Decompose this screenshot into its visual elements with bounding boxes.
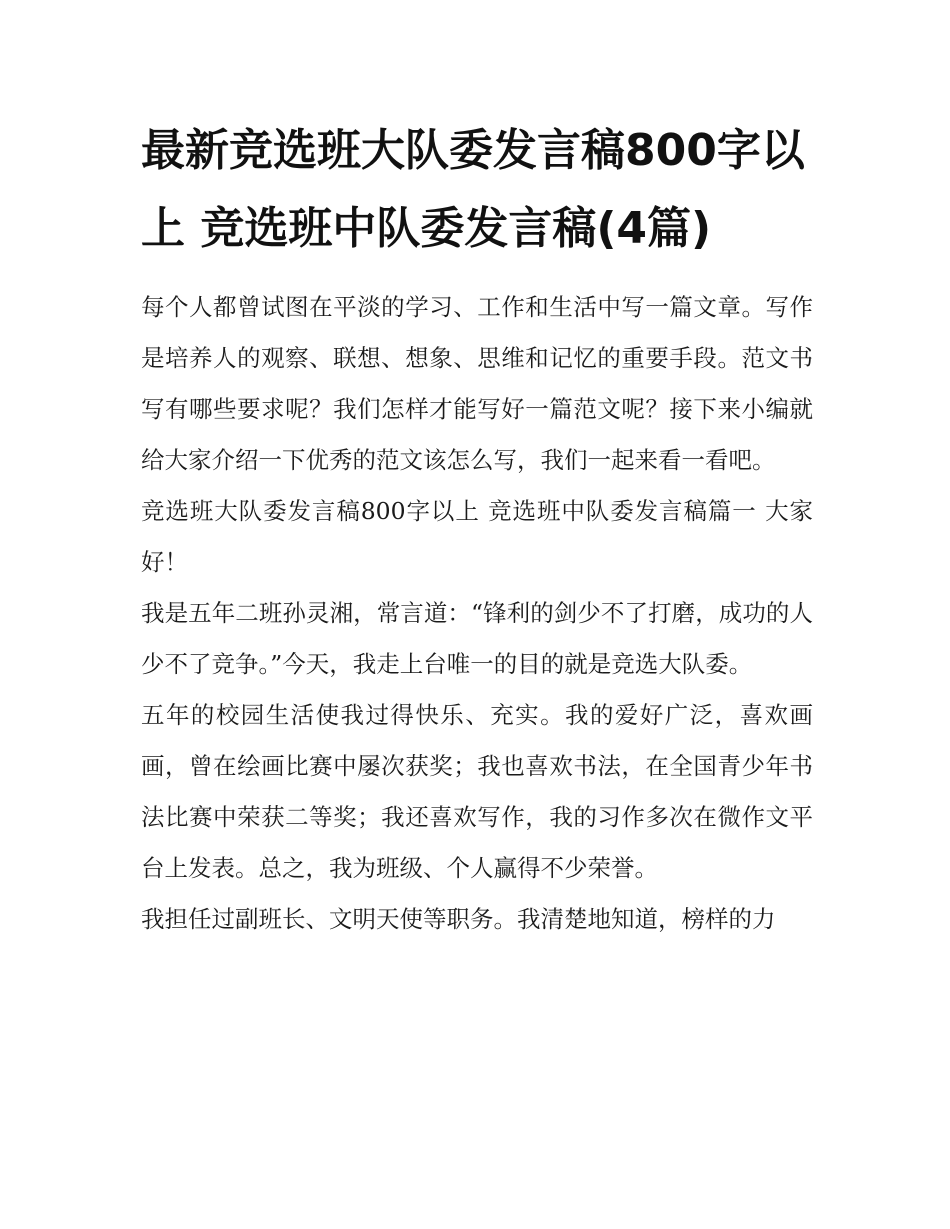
body-paragraph: 五年的校园生活使我过得快乐、充实。我的爱好广泛，喜欢画画，曾在绘画比赛中屡次获奖；我也喜欢书法，在全国青少年书法比赛中荣获二等奖；我还喜欢写作，我的习作多次在微作文平台上发表。总之，我为班级、个人赢得不少荣誉。 <box>141 701 813 882</box>
document-title: 最新竞选班大队委发言稿800字以上 竞选班中队委发言稿(4篇) <box>141 125 805 254</box>
document-body <box>141 112 813 945</box>
body-paragraph: 我是五年二班孙灵湘，常言道：“锋利的剑少不了打磨，成功的人少不了竞争。”今天，我走上台唯一的目的就是竞选大队委。 <box>141 599 813 678</box>
section-heading-paragraph: 竞选班大队委发言稿800字以上 竞选班中队委发言稿篇一 大家好！ <box>141 497 813 576</box>
intro-paragraph: 每个人都曾试图在平淡的学习、工作和生活中写一篇文章。写作是培养人的观察、联想、想象、思维和记忆的重要手段。范文书写有哪些要求呢？我们怎样才能写好一篇范文呢？接下来小编就给大家介绍一下优秀的范文该怎么写，我们一起来看一看吧。 <box>141 293 813 474</box>
body-paragraph: 我担任过副班长、文明天使等职务。我清楚地知道，榜样的力 <box>141 905 776 933</box>
